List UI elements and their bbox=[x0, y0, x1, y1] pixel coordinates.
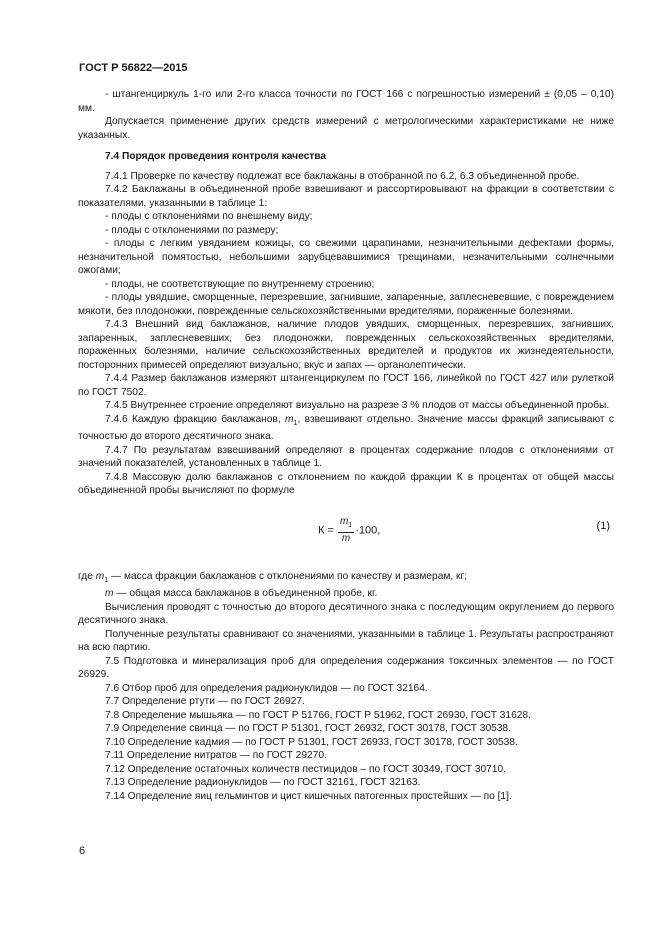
intro-line-1: - штангенциркуль 1-го или 2-го класса точности по ГОСТ 166 с погрешностью измерений ± (0,05 – 0,10) мм. bbox=[78, 89, 614, 114]
item-7-12: 7.12 Определение остаточных количеств пестицидов – по ГОСТ 30349, ГОСТ 30710. bbox=[105, 763, 506, 775]
formula-lhs: К = bbox=[318, 523, 337, 536]
where-line-2 bbox=[78, 587, 614, 601]
where-var1: m bbox=[95, 570, 105, 582]
item-7-7: 7.7 Определение ртути — по ГОСТ 26927. bbox=[105, 696, 305, 708]
formula-fraction bbox=[338, 516, 354, 545]
where-prefix: где bbox=[78, 570, 96, 582]
where-var1-sub: 1 bbox=[104, 576, 109, 584]
fraction-denominator: m bbox=[341, 532, 351, 544]
where-line-1 bbox=[78, 570, 614, 588]
after-para-1: Вычисления проводят с точностью до второго десятичного знака с последующим округлением до первого десятичного знака. bbox=[78, 601, 614, 627]
para-7-4-7: 7.4.7 По результатам взвешиваний определяют в процентах содержание плодов с отклонениями от значений показателей, установленных в таблице 1. bbox=[78, 444, 614, 470]
item-7-5: 7.5 Подготовка и минерализация проб для определения содержания токсичных элементов — по ГОСТ 26929. bbox=[78, 655, 614, 681]
numerator-var: m bbox=[339, 515, 349, 527]
page-body bbox=[78, 88, 614, 803]
variable-m: m bbox=[285, 413, 294, 425]
page-number: 6 bbox=[79, 845, 86, 857]
item-7-14: 7.14 Определение яиц гельминтов и цист кишечных патогенных простейших — по [1]. bbox=[105, 790, 512, 802]
formula-number: (1) bbox=[596, 519, 610, 532]
para-7-4-5: 7.4.5 Внутреннее строение определяют визуально на разрезе 3 % плодов от массы объединенной пробы. bbox=[105, 400, 610, 411]
item-7-10: 7.10 Определение кадмия — по ГОСТ Р 51301, ГОСТ 26933, ГОСТ 30178, ГОСТ 30538. bbox=[105, 736, 518, 748]
fraction-numerator bbox=[338, 516, 354, 533]
para-7-4-3: 7.4.3 Внешний вид баклажанов, наличие плодов увядших, сморщенных, перезревших, загнивших, запаренных, заплесневевших, без плодоножки, поврежденных сельскохозяйственных вредителями, пораженных болезнями, наличие сельскохозяйственных вредителей и продуктов их жизнедеятельности, посторонних примесей определяют визуально; вкус и запах — органолептически. bbox=[78, 319, 614, 371]
list-item: - плоды, не соответствующие по внутреннему строению; bbox=[105, 278, 375, 290]
para-7-4-1: 7.4.1 Проверке по качеству подлежат все баклажаны в отобранной по 6.2, 6.3 объединенной пробе. bbox=[105, 170, 580, 182]
intro-line-2: Допускается применение других средств измерений с метрологическими характеристиками не ниже указанных. bbox=[78, 116, 614, 141]
list-item: - плоды с отклонениями по размеру; bbox=[105, 224, 279, 236]
para-7-4-2: 7.4.2 Баклажаны в объединенной пробе взвешивают и рассортировывают на фракции в соответствии с показателями, указанными в таблице 1: bbox=[78, 184, 614, 209]
where-desc2: — общая масса баклажанов в объединенной пробе, кг. bbox=[113, 588, 378, 600]
section-heading: 7.4 Порядок проведения контроля качества bbox=[105, 151, 327, 162]
item-7-11: 7.11 Определение нитратов — по ГОСТ 29270. bbox=[105, 750, 327, 762]
after-para-2: Полученные результаты сравнивают со значениями, указанными в таблице 1. Результаты распространяют на всю партию. bbox=[78, 628, 614, 654]
where-desc1: — масса фракции баклажанов с отклонениями по качеству и размерам, кг; bbox=[108, 570, 468, 582]
item-7-6: 7.6 Отбор проб для определения радионуклидов — по ГОСТ 32164. bbox=[105, 682, 428, 694]
subscript-1: 1 bbox=[293, 419, 298, 427]
para-7-4-6 bbox=[78, 413, 614, 444]
list-item: - плоды увядшие, сморщенные, перезревшие, загнившие, запаренные, заплесневевшие, с повреждением мякоти, без плодоножки, поврежденные сельскохозяйственными вредителями, пораженные болезнями. bbox=[78, 292, 614, 317]
item-7-9: 7.9 Определение свинца — по ГОСТ Р 51301, ГОСТ 26932, ГОСТ 30178, ГОСТ 30538. bbox=[105, 723, 511, 735]
formula-block bbox=[78, 510, 614, 556]
para-7-4-6-start: 7.4.6 Каждую фракцию баклажанов, bbox=[105, 413, 286, 425]
list-item: - плоды с отклонениями по внешнему виду; bbox=[105, 211, 313, 222]
formula-expression bbox=[318, 516, 380, 545]
para-7-4-8: 7.4.8 Массовую долю баклажанов с отклонением по каждой фракции К в процентах от общей массы объединенной пробы вычисляют по формуле bbox=[78, 471, 614, 497]
list-item: - плоды с легким увяданием кожицы, со свежими царапинами, незначительными дефектами формы, незначительной помятостью, небольшими зарубцевавшимися трещинами, незначительными солнечными ожогами; bbox=[78, 238, 614, 276]
item-7-8: 7.8 Определение мышьяка — по ГОСТ Р 51766, ГОСТ Р 51962, ГОСТ 26930, ГОСТ 31628. bbox=[105, 709, 531, 721]
where-var2: m bbox=[105, 588, 114, 600]
para-7-4-4: 7.4.4 Размер баклажанов измеряют штангенциркулем по ГОСТ 166, линейкой по ГОСТ 427 или рулеткой по ГОСТ 7502. bbox=[78, 373, 614, 398]
document-header: ГОСТ Р 56822—2015 bbox=[79, 62, 188, 74]
numerator-sub: 1 bbox=[348, 521, 353, 529]
item-7-13: 7.13 Определение радионуклидов — по ГОСТ 32161, ГОСТ 32163. bbox=[105, 777, 421, 789]
para-7-4-6-end: , взвешивают отдельно. Значение массы фракций записывают с точностью до второго десятичного знака. bbox=[78, 413, 614, 443]
formula-rhs: ·100, bbox=[355, 523, 381, 536]
